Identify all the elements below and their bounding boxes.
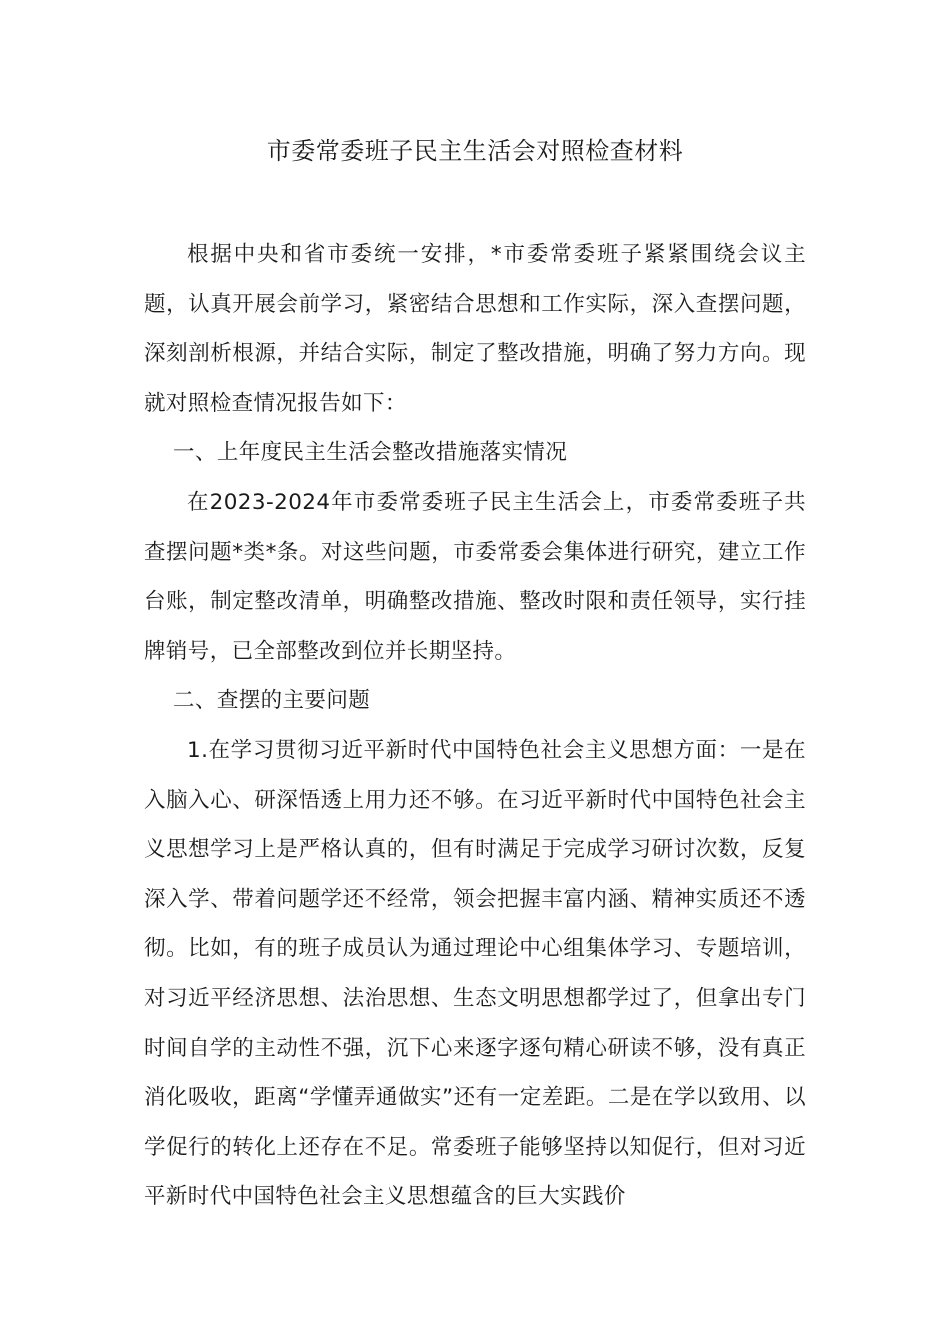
section-heading-2: 二、查摆的主要问题 xyxy=(173,688,371,714)
intro-paragraph: 根据中央和省市委统一安排，*市委常委班子紧紧围绕会议主题，认真开展会前学习，紧密结合思想和工作实际，深入查摆问题，深刻剖析根源，并结合实际，制定了整改措施，明确了努力方向。现就对照检查情况报告如下： xyxy=(144,242,806,416)
document-title: 市委常委班子民主生活会对照检查材料 xyxy=(266,137,684,165)
section-2-paragraph: 1.在学习贯彻习近平新时代中国特色社会主义思想方面：一是在入脑入心、研深悟透上用力还不够。在习近平新时代中国特色社会主义思想学习上是严格认真的，但有时满足于完成学习研讨次数，反复深入学、带着问题学还不经常，领会把握丰富内涵、精神实质还不透彻。比如，有的班子成员认为通过理论中心组集体学习、专题培训，对习近平经济思想、法治思想、生态文明思想都学过了，但拿出专门时间自学的主动性不强，沉下心来逐字逐句精心研读不够，没有真正消化吸收，距离“学懂弄通做实”还有一定差距。二是在学以致用、以学促行的转化上还存在不足。常委班子能够坚持以知促行，但对习近平新时代中国特色社会主义思想蕴含的巨大实践价 xyxy=(144,737,806,1210)
document-body xyxy=(144,230,806,1222)
section-heading-1: 一、上年度民主生活会整改措施落实情况 xyxy=(173,440,568,466)
section-1-paragraph: 在2023-2024年市委常委班子民主生活会上，市委常委班子共查摆问题*类*条。对这些问题，市委常委会集体进行研究，建立工作台账，制定整改清单，明确整改措施、整改时限和责任领导，实行挂牌销号，已全部整改到位并长期坚持。 xyxy=(144,489,806,664)
